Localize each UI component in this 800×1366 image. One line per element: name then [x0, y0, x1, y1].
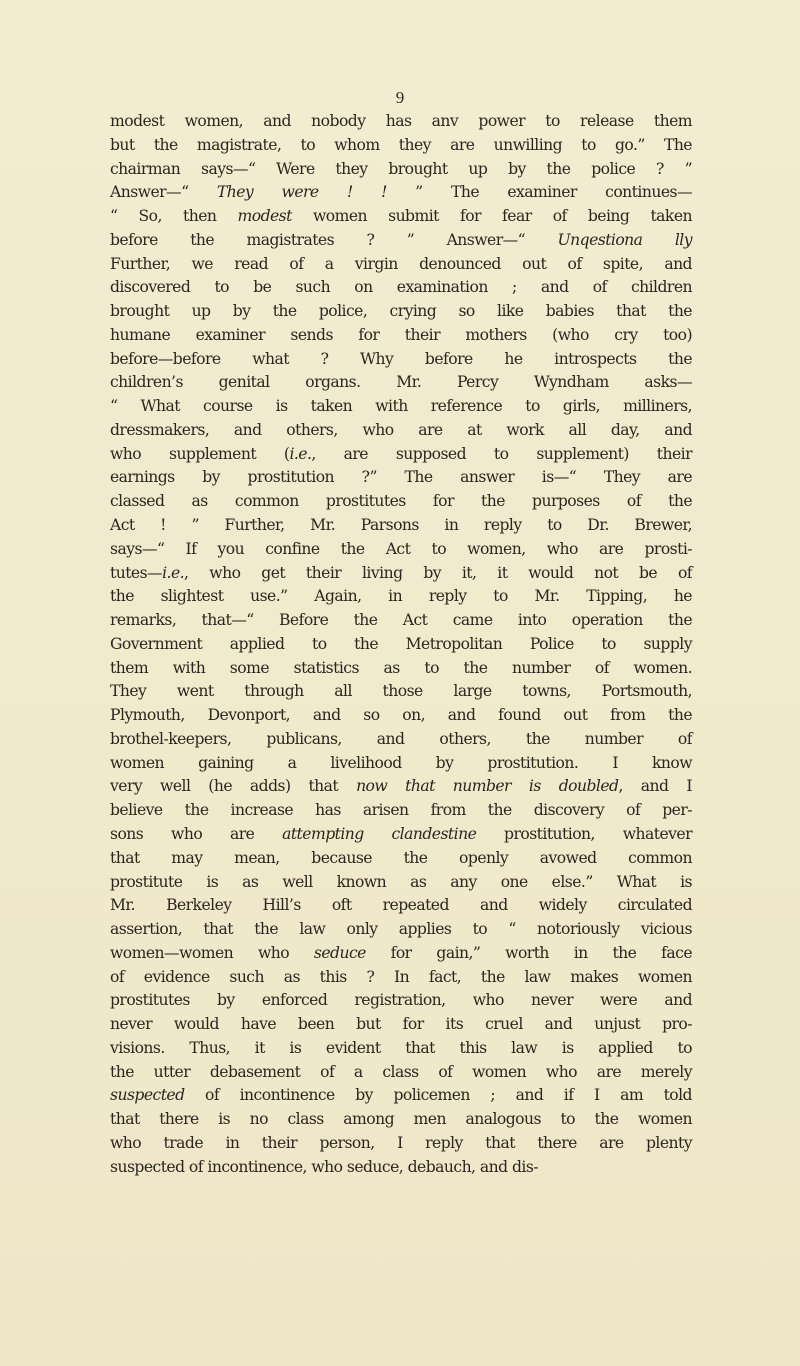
text-segment: sons who are [110, 824, 283, 843]
text-segment: before the magistrates ? ” Answer—“ [110, 230, 558, 249]
text-segment: visions. Thus, it is evident that this law is applied to [110, 1038, 692, 1057]
text-segment: Act ! ” Further, Mr. Parsons in reply to Dr. Brewer, [110, 516, 692, 535]
italic-text: i.e. [289, 444, 312, 463]
text-line [110, 847, 692, 871]
text-segment: believe the increase has arisen from the discovery of per- [110, 801, 692, 820]
text-segment: “ What course is taken with reference to girls, milliners, [110, 397, 692, 416]
italic-text: i.e. [162, 563, 185, 582]
text-segment: dressmakers, and others, who are at work all day, and [110, 420, 692, 439]
text-segment: prostitute is as well known as any one else.” What is [110, 872, 692, 891]
text-line [110, 752, 692, 776]
body-text [110, 110, 692, 1179]
text-segment: chairman says—“ Were they brought up by the police ? ” [110, 159, 692, 178]
text-line [110, 514, 692, 538]
text-segment: women gaining a livelihood by prostitution. I know [110, 753, 692, 772]
text-segment: Answer—“ [110, 183, 217, 202]
text-line [110, 942, 692, 966]
text-line [110, 466, 692, 490]
text-segment: says—“ If you confine the Act to women, who are prosti- [110, 539, 692, 558]
text-segment: of incontinence by policemen ; and if I am told [184, 1086, 692, 1105]
text-line [110, 728, 692, 752]
text-segment: Government applied to the Metropolitan Police to supply [110, 634, 692, 653]
text-line [110, 538, 692, 562]
text-line [110, 989, 692, 1013]
text-segment: women submit for fear of being taken [291, 207, 692, 226]
text-segment: prostitution, whatever [476, 824, 692, 843]
text-segment: Mr. Berkeley Hill’s oft repeated and widely circulated [110, 896, 692, 915]
text-line [110, 657, 692, 681]
text-line [110, 799, 692, 823]
text-line [110, 181, 692, 205]
text-line [110, 134, 692, 158]
text-segment: women—women who [110, 943, 314, 962]
text-segment: earnings by prostitution ?” The answer is—“ They are [110, 468, 692, 487]
text-line [110, 704, 692, 728]
italic-text: modest [237, 207, 292, 226]
italic-text: suspected [110, 1086, 185, 1105]
page-number: 9 [395, 88, 405, 107]
text-segment: them with some statistics as to the number of women. [110, 658, 692, 677]
text-segment: that may mean, because the openly avowed common [110, 848, 692, 867]
text-line [110, 158, 692, 182]
text-line [110, 823, 692, 847]
italic-text: seduce [313, 943, 366, 962]
text-line [110, 1084, 692, 1108]
text-line [110, 443, 692, 467]
text-segment: never would have been but for its cruel and unjust pro- [110, 1015, 692, 1034]
text-line [110, 1156, 692, 1180]
text-line [110, 490, 692, 514]
text-segment: suspected of incontinence, who seduce, debauch, and dis- [110, 1157, 538, 1176]
text-segment: the slightest use.” Again, in reply to Mr. Tipping, he [110, 587, 692, 606]
text-line [110, 633, 692, 657]
text-line [110, 348, 692, 372]
text-segment: brothel-keepers, publicans, and others, the number of [110, 729, 692, 748]
text-line [110, 229, 692, 253]
text-segment: very well (he adds) that [110, 777, 357, 796]
text-segment: , and I [618, 777, 692, 796]
text-line [110, 894, 692, 918]
text-segment: who supplement ( [110, 444, 290, 463]
text-segment: ” The examiner continues— [386, 183, 692, 202]
italic-text: Unqestiona lly [557, 230, 693, 249]
text-segment: of evidence such as this ? In fact, the law makes women [110, 967, 692, 986]
text-segment: tutes— [110, 563, 163, 582]
text-segment: assertion, that the law only applies to “ notoriously vicious [110, 920, 692, 939]
text-line [110, 1132, 692, 1156]
text-segment: modest women, and nobody has anv power to release them [110, 112, 692, 130]
text-segment: brought up by the police, crying so like babies that the [110, 302, 692, 321]
text-line [110, 371, 692, 395]
text-line [110, 585, 692, 609]
text-segment: but the magistrate, to whom they are unwilling to go.” The [110, 135, 692, 154]
text-segment: remarks, that—“ Before the Act came into operation the [110, 611, 692, 630]
text-segment: for gain,” worth in the face [365, 943, 692, 962]
text-segment: “ So, then [110, 207, 238, 226]
text-segment: classed as common prostitutes for the purposes of the [110, 492, 692, 511]
text-line [110, 419, 692, 443]
text-line [110, 609, 692, 633]
text-line [110, 110, 692, 134]
text-line [110, 680, 692, 704]
italic-text: now that number is doubled [356, 777, 619, 796]
text-segment: the utter debasement of a class of women who are merely [110, 1062, 692, 1081]
text-segment: discovered to be such on examination ; and of children [110, 278, 692, 297]
text-line [110, 205, 692, 229]
text-line [110, 1037, 692, 1061]
text-segment: , are supposed to supplement) their [311, 444, 692, 463]
text-line [110, 324, 692, 348]
text-line [110, 1061, 692, 1085]
text-segment: Further, we read of a virgin denounced out of spite, and [110, 254, 692, 273]
text-segment: , who get their living by it, it would not be of [184, 563, 692, 582]
text-segment: Plymouth, Devonport, and so on, and found out from the [110, 706, 692, 725]
italic-text: They were ! ! [216, 183, 387, 202]
text-line [110, 871, 692, 895]
text-line [110, 300, 692, 324]
text-line [110, 918, 692, 942]
text-segment: prostitutes by enforced registration, who never were and [110, 991, 692, 1010]
text-segment: that there is no class among men analogous to the women [110, 1110, 692, 1129]
text-segment: before—before what ? Why before he introspects the [110, 349, 692, 368]
text-line [110, 395, 692, 419]
text-line [110, 253, 692, 277]
text-segment: They went through all those large towns, Portsmouth, [110, 682, 692, 701]
text-segment: children’s genital organs. Mr. Percy Wyndham asks— [110, 373, 692, 392]
text-line [110, 966, 692, 990]
text-line [110, 276, 692, 300]
text-line [110, 1108, 692, 1132]
italic-text: attempting clandestine [282, 824, 477, 843]
text-line [110, 1013, 692, 1037]
text-line [110, 562, 692, 586]
text-line [110, 775, 692, 799]
text-segment: humane examiner sends for their mothers (who cry too) [110, 325, 692, 344]
text-segment: who trade in their person, I reply that there are plenty [110, 1133, 692, 1152]
